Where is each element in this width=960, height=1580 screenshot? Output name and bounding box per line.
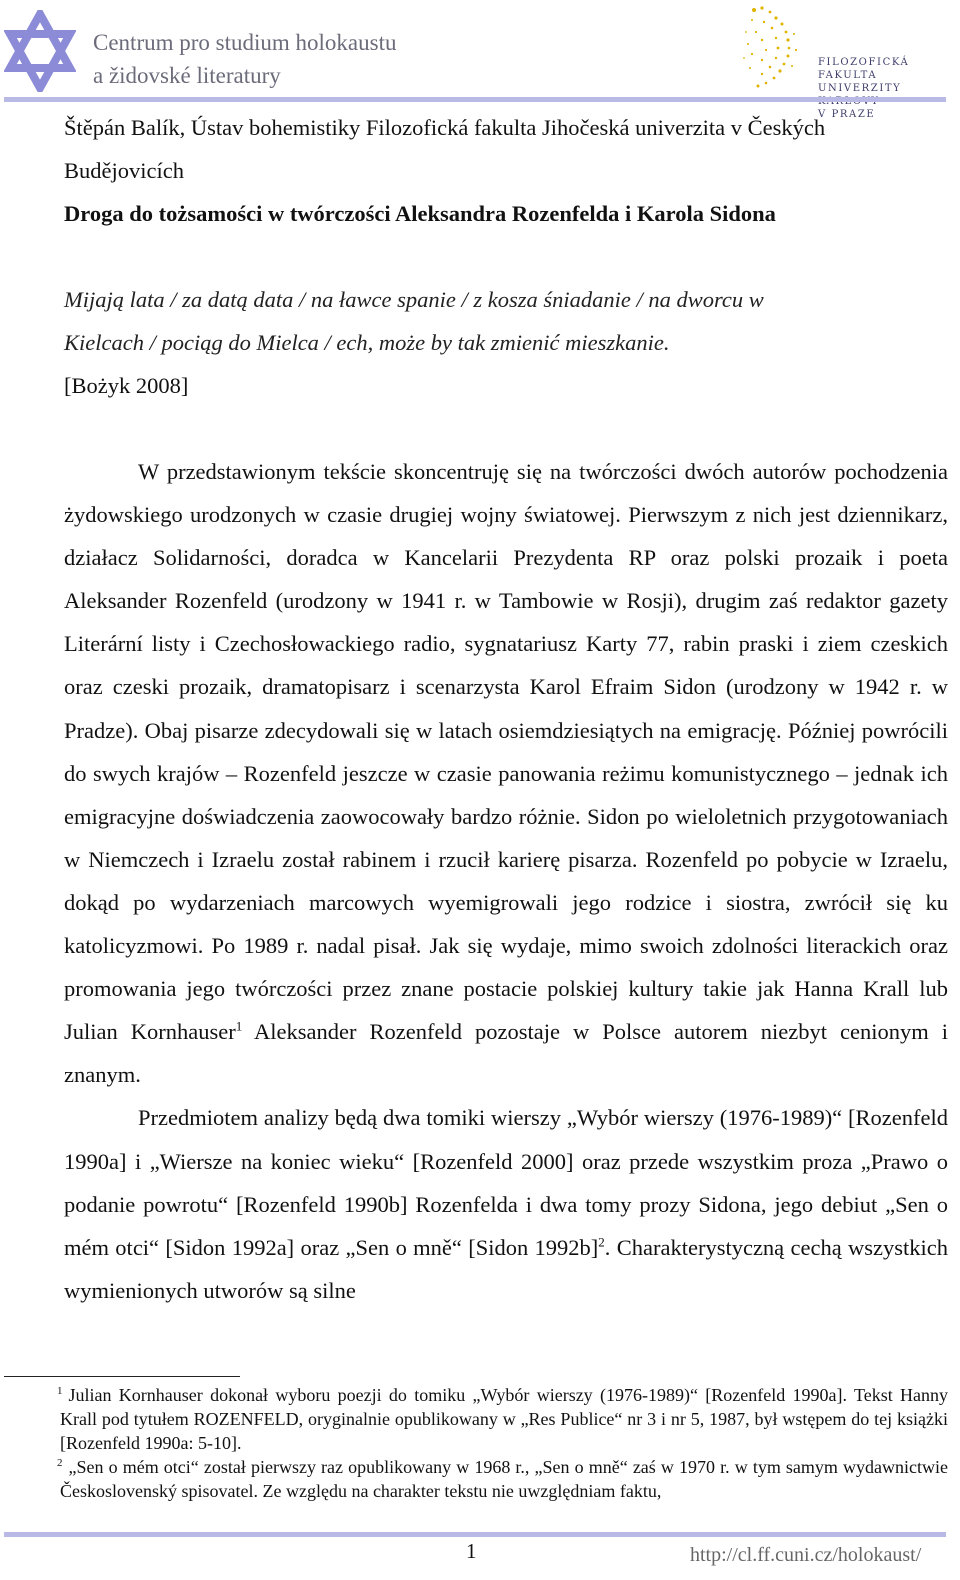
paragraph-1 — [64, 450, 948, 1096]
paragraph-2 — [64, 1096, 948, 1311]
faculty-name-line2: UNIVERZITY — [818, 83, 902, 94]
document-title: Droga do tożsamości w twórczości Aleksandra Rozenfelda i Karola Sidona — [64, 201, 776, 226]
centre-name-line2: a židovské literatury — [93, 63, 281, 88]
footnote-ref-2[interactable]: 2 — [598, 1234, 605, 1250]
paragraph-1-text: W przedstawionym tekście skoncentruję się na twórczości dwóch autorów pochodzenia żydowskiego urodzonych w czasie drugiej wojny światowej. Pierwszym z nich jest dziennikarz, działacz Solidarności, doradca w Kancelarii Prezydenta RP oraz polski prozaik i poeta Aleksander Rozenfeld (urodzony w 1941 r. w Tambowie w Rosji), drugim zaś redaktor gazety Literární listy i Czechosłowackiego radio, sygnatariusz Karty 77, rabin praski i ziem czeskich oraz czeski prozaik, dramatopisarz i scenarzysta Karol Efraim Sidon (urodzony w 1942 r. w Pradze). Obaj pisarze zdecydowali się w latach osiemdziesiątych na emigrację. Później powrócili do swych krajów – Rozenfeld jeszcze w czasie panowania reżimu komunistycznego – jednak ich emigracyjne doświadczenia zaowocowały bardzo różnie. Sidon po wieloletnich przygotowaniach w Niemczech i Izraelu został rabinem i rzucił karierę pisarza. Rozenfeld po pobycie w Izraelu, dokąd po wydarzeniach marcowych wyemigrowali jego rodzice i siostra, zwrócił się ku katolicyzmowi. Po 1989 r. nadal pisał. Jak się wydaje, mimo swoich zdolności literackich oraz promowania jego twórczości przez znane postacie polskiej kultury takie jak Hanna Krall lub Julian Kornhauser — [64, 459, 948, 1045]
author-line1: Štěpán Balík, Ústav bohemistiky Filozofická fakulta Jihočeská univerzita v Českých — [64, 115, 826, 140]
footnote-1-text: Julian Kornhauser dokonał wyboru poezji do tomiku „Wybór wierszy (1976-1989)“ [Rozenfeld 1990a]. Tekst Hanny Krall pod tytułem ROZENFELD, oryginalnie opublikowany w „Res Publice“ nr 3 i nr 5, 1987, był wstępem do tej książki [Rozenfeld 1990a: 5-10]. — [60, 1385, 948, 1453]
footnote-2-number: 2 — [57, 1457, 63, 1469]
epigraph-line2: Kielcach / pociąg do Mielca / ech, może by tak zmienić mieszkanie. — [64, 330, 670, 355]
footnote-2-text: „Sen o mém otci“ został pierwszy raz opublikowany w 1968 r., „Sen o mně“ zaś w 1970 r. w tym samym wydawnictwie Československý spisovatel. Ze względu na charakter tekstu nie uwzględniam faktu, — [60, 1457, 948, 1501]
epigraph-source: [Bożyk 2008] — [64, 373, 189, 398]
star-of-david-icon — [4, 10, 76, 92]
page-number: 1 — [466, 1539, 477, 1563]
centre-name-line1: Centrum pro studium holokaustu — [93, 30, 397, 55]
footer-rule — [4, 1532, 946, 1537]
document-body — [64, 106, 948, 1312]
faculty-name-line1: FILOZOFICKÁ FAKULTA — [818, 57, 910, 81]
paragraph-2-text: Przedmiotem analizy będą dwa tomiki wierszy „Wybór wierszy (1976-1989)“ [Rozenfeld 1990a] i „Wiersze na koniec wieku“ [Rozenfeld 2000] oraz przede wszystkim proza „Prawo o podanie powrotu“ [Rozenfeld 1990b] Rozenfelda i dwa tomy prozy Sidona, jego debiut „Sen o mém otci“ [Sidon 1992a] oraz „Sen o mně“ [Sidon 1992b] — [64, 1105, 948, 1260]
spacer — [64, 235, 948, 278]
footnotes — [57, 1383, 948, 1503]
page-header — [0, 0, 960, 120]
footnote-1 — [57, 1383, 948, 1455]
centre-name — [93, 26, 396, 92]
footnote-1-number: 1 — [57, 1385, 63, 1397]
footnote-rule — [4, 1376, 240, 1377]
footer-url-link[interactable]: http://cl.ff.cuni.cz/holokaust/ — [690, 1544, 922, 1566]
author-line2: Budějovicích — [64, 158, 184, 183]
footnote-2 — [57, 1455, 948, 1503]
epigraph-line1: Mijają lata / za datą data / na ławce spanie / z kosza śniadanie / na dworcu w — [64, 287, 764, 312]
paragraph-1-text-end: Aleksander Rozenfeld pozostaje w Polsce autorem niezbyt cenionym i znanym. — [64, 1019, 948, 1088]
footnote-ref-1[interactable]: 1 — [235, 1018, 243, 1034]
faculty-name-line3: V PRAZE — [818, 109, 876, 120]
spacer — [64, 407, 948, 450]
paragraph-2-text-end: . Charakterystyczną cechą wszystkich wymienionych utworów są silne — [64, 1234, 948, 1303]
header-rule — [4, 97, 946, 102]
